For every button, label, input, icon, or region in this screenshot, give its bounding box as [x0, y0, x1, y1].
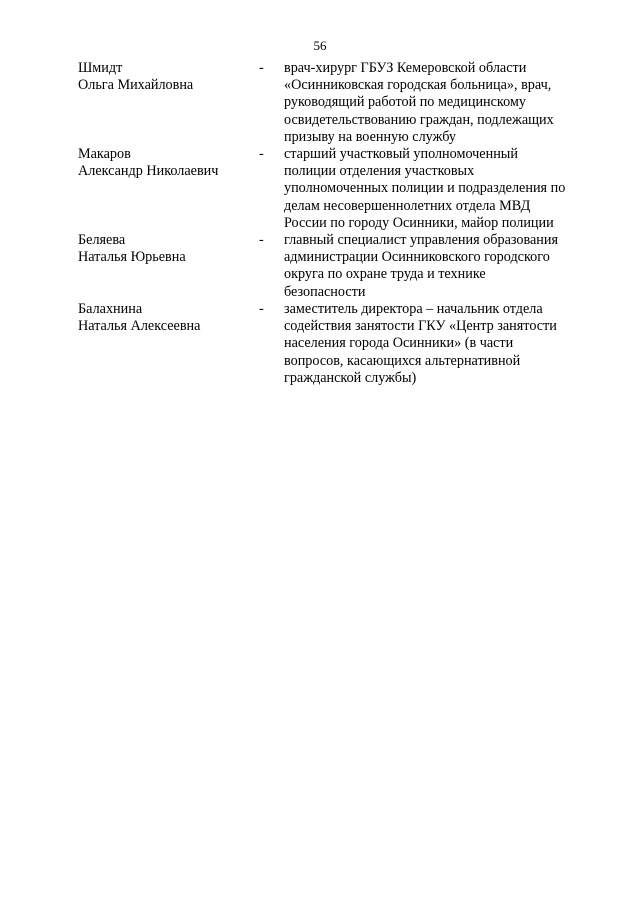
- position-line: округа по охране труда и технике: [284, 266, 486, 283]
- member-name: [78, 301, 253, 335]
- member-given-names: Ольга Михайловна: [78, 77, 194, 94]
- member-surname: Шмидт: [78, 60, 123, 76]
- member-given-names: Наталья Юрьевна: [78, 249, 186, 266]
- member-surname: Беляева: [78, 232, 126, 248]
- position-line: врач-хирург ГБУЗ Кемеровской области: [284, 60, 527, 76]
- position-line: безопасности: [284, 283, 366, 300]
- position-line: старший участковый уполномоченный: [284, 146, 518, 162]
- member-position: [284, 301, 584, 387]
- position-line: содействия занятости ГКУ «Центр занятости: [284, 318, 557, 335]
- position-line: руководящий работой по медицинскому: [284, 94, 526, 111]
- position-line: главный специалист управления образования: [284, 232, 559, 248]
- separator-dash: -: [259, 232, 264, 248]
- position-line: населения города Осинники» (в части: [284, 335, 514, 352]
- position-line: делам несовершеннолетних отдела МВД: [284, 197, 531, 214]
- member-given-names: Наталья Алексеевна: [78, 318, 201, 335]
- position-line: администрации Осинниковского городского: [284, 249, 550, 266]
- separator-dash: -: [259, 146, 264, 162]
- position-line: гражданской службы): [284, 369, 417, 386]
- position-line: полиции отделения участковых: [284, 163, 475, 180]
- member-name: [78, 60, 253, 94]
- separator-dash: -: [259, 60, 264, 76]
- member-name: [78, 146, 253, 180]
- position-line: уполномоченных полиции и подразделения по: [284, 180, 566, 197]
- member-position: [284, 60, 584, 146]
- member-surname: Макаров: [78, 146, 131, 162]
- member-surname: Балахнина: [78, 301, 143, 317]
- page-number: 56: [313, 38, 327, 53]
- position-line: призыву на военную службу: [284, 128, 456, 145]
- member-given-names: Александр Николаевич: [78, 163, 219, 180]
- position-line: заместитель директора – начальник отдела: [284, 301, 543, 317]
- position-line: «Осинниковская городская больница», врач,: [284, 77, 552, 94]
- member-position: [284, 146, 584, 232]
- position-line: освидетельствованию граждан, подлежащих: [284, 111, 554, 128]
- member-position: [284, 232, 584, 301]
- position-line: России по городу Осинники, майор полиции: [284, 214, 554, 231]
- separator-dash: -: [259, 301, 264, 317]
- member-name: [78, 232, 253, 266]
- position-line: вопросов, касающихся альтернативной: [284, 352, 521, 369]
